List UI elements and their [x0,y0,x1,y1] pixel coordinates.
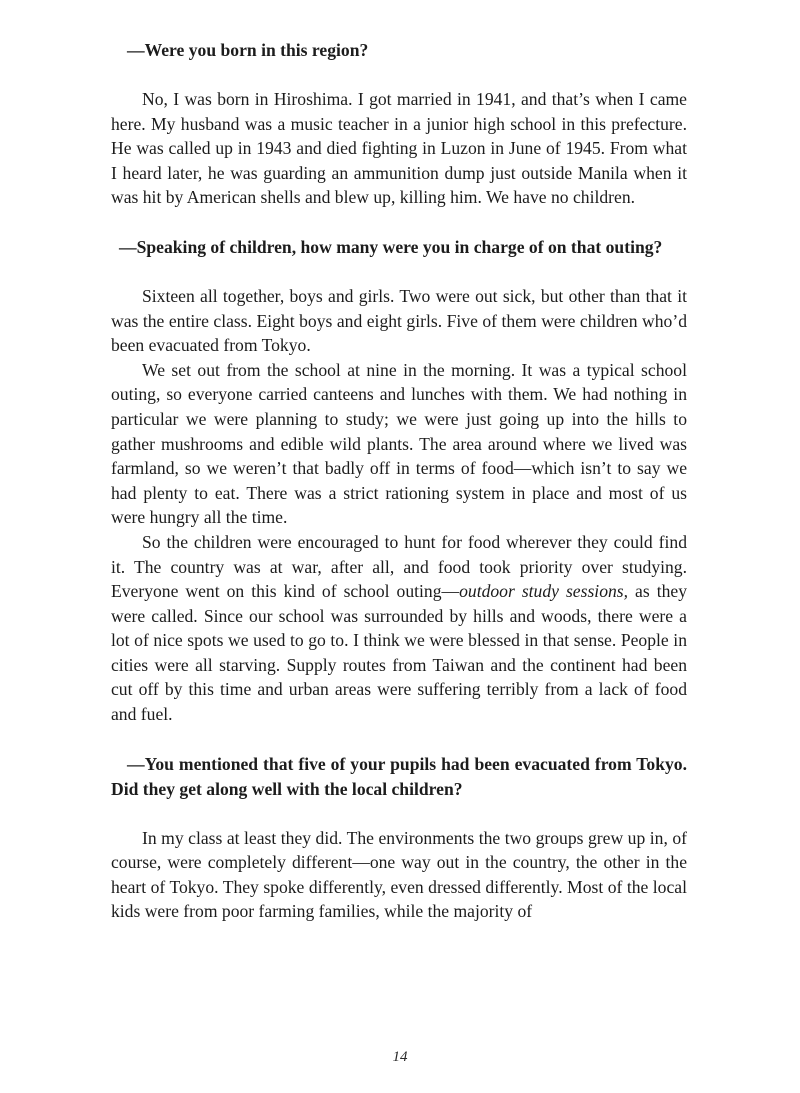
answer-sixteen-children: Sixteen all together, boys and girls. Two were out sick, but other than that it was the entire class. Eight boys and eight girls. Five of them were children who’d been evacuated from Tokyo. [111,285,687,356]
answer-got-along: In my class at least they did. The environments the two groups grew up in, of course, were completely different—one way out in the country, the other in the heart of Tokyo. They spoke differently, even dressed differently. Most of the local kids were from poor farming families, while the majority of [111,827,687,922]
question-evacuated-pupils: —You mentioned that five of your pupils had been evacuated from Tokyo. Did they get along well with the local children? [111,753,687,799]
page-body [111,38,687,924]
answer-born-region: No, I was born in Hiroshima. I got married in 1941, and that’s when I came here. My husband was a music teacher in a junior high school in this prefecture. He was called up in 1943 and died fighting in Luzon in June of 1945. From what I heard later, he was guarding an ammunition dump just outside Manila when it was hit by American shells and blew up, killing him. We have no children. [111,89,687,208]
page-number: 14 [392,1049,408,1065]
paragraph-hunt-for-food [111,530,687,727]
paragraph-hunt-for-food-text-end: as they were called. Since our school was surrounded by hills and woods, there were a lot of nice spots we used to go to. I think we were blessed in that sense. People in cities were all starving. Supply routes from Taiwan and the continent had been cut off by this time and urban areas were suffering terribly from a lack of food and fuel. [111,581,688,725]
question-born-region: —Were you born in this region? [127,40,369,60]
question-how-many-children: —Speaking of children, how many were you in charge of on that outing? [119,236,663,257]
paragraph-hunt-for-food-text: So the children were encouraged to hunt for food wherever they could find it. The country was at war, after all, and food took priority over studying. Everyone went on this kind of school outing— [111,531,687,602]
paragraph-school-outing: We set out from the school at nine in the morning. It was a typical school outing, so everyone carried canteens and lunches with them. We had nothing in particular we were planning to study; we were just going up into the hills to gather mushrooms and edible wild plants. The area around where we lived was farmland, so we weren’t that badly off in terms of food—which isn’t to say we had plenty to eat. There was a strict rationing system in place and most of us were hungry all the time. [111,359,687,528]
italic-outdoor-study-sessions: outdoor study sessions, [459,581,629,602]
